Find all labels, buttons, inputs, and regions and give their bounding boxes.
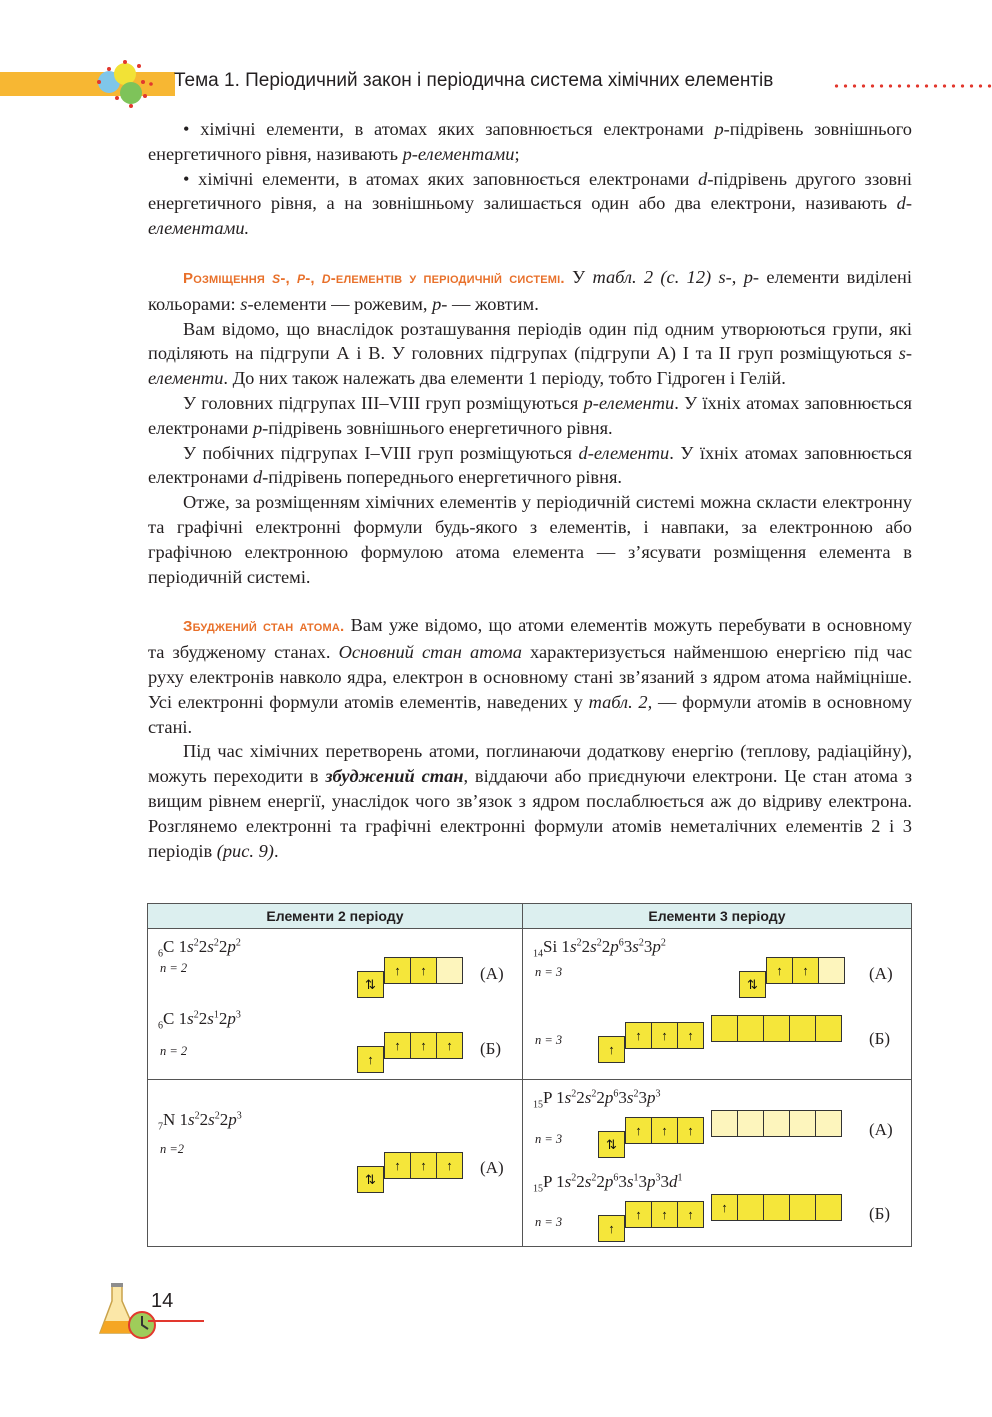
silicon-excited-d-orbitals (712, 1015, 842, 1042)
paragraph-d-elements: • хімічні елементи, в атомах яких заповнюється електронами d-підрівень другого ззовні енергетичного рівня, а на зовнішньому залишається один або два електрони, називають d-елементами. (148, 168, 912, 239)
silicon-ground-p-orbitals: ↑ ↑ (767, 957, 845, 984)
section-excited: Збуджений стан атома. Вам уже відомо, що атоми елементів можуть перебувати в основному та збудженому станах. Основний стан атома характеризується найменшою енергією під час руху електронів навколо ядра, електрон в основному стані зв’язаний з ядром атома найміцніше. Усі електронні формули атомів елементів, наведених у табл. 2, — формули атомів в основному стані. (148, 615, 913, 737)
header-dotted-line (832, 84, 992, 88)
phosphorus-excited-formula: $_{15}$P $1s^22s^22p^63s^13p^33d^1$ (533, 1172, 683, 1195)
paragraph-conclusion: Отже, за розміщенням хімічних елементів у періодичній системі можна скласти електронну та графічні електронні формули будь-якого з елементів, і навпаки, за електронною або графічною електронною формулою атома елемента — з’ясувати розміщення елемента в періодичній системі. (148, 492, 912, 587)
silicon-excited-state-label: (Б) (869, 1029, 891, 1048)
carbon-ground-state-label: (А) (480, 964, 504, 983)
nitrogen-state-label: (А) (480, 1158, 504, 1177)
nitrogen-p-orbitals: ↑ ↑ ↑ (385, 1152, 463, 1179)
silicon-ground-state-label: (А) (869, 964, 893, 983)
nitrogen-n: n =2 (160, 1142, 185, 1156)
phosphorus-ground-n: n = 3 (535, 1132, 563, 1146)
carbon-excited-state-label: (Б) (480, 1039, 502, 1058)
phosphorus-excited-d-orbitals: ↑ (712, 1194, 842, 1221)
phosphorus-excited-n: n = 3 (535, 1215, 563, 1229)
phosphorus-ground-formula: $_{15}$P $1s^22s^22p^63s^23p^3$ (533, 1088, 661, 1111)
silicon-ground-formula: $_{14}$Si $1s^22s^22p^63s^23p^2$ (533, 937, 666, 960)
phosphorus-ground-s-orbital: ⇅ (599, 1131, 625, 1158)
page-number: 14 (151, 1290, 174, 1312)
cell-nitrogen (148, 1080, 523, 1247)
carbon-ground-p-orbitals: ↑ ↑ (385, 957, 463, 984)
paragraph-excited: Під час хімічних перетворень атоми, поглинаючи додаткову енергію (теплову, радіаційну), можуть переходити в збуджений стан, віддаючи або приєднуючи електрони. Це стан атома з вищим рівнем енергії, унаслідок чого зв’язок з ядром послаблюється аж до відриву електрона. Розглянемо електронні та графічні електронні формули атомів неметалічних елементів 2 і 3 періодів (рис. 9). (148, 741, 912, 861)
phosphorus-excited-p-orbitals: ↑ ↑ ↑ (626, 1201, 704, 1228)
silicon-ground-n: n = 3 (535, 965, 563, 979)
paragraph-d-groups: У побічних підгрупах І–VІІІ груп розміщуються d-елементи. У їхніх атомах заповнюється електронами d-підрівень попереднього енергетичного рівня. (148, 442, 912, 488)
figure-9-table (147, 903, 912, 1247)
page-header-title: Тема 1. Періодичний закон і періодична система хімічних елементів (174, 70, 774, 91)
carbon-ground-n: n = 2 (160, 961, 188, 975)
phosphorus-ground-p-orbitals: ↑ ↑ ↑ (626, 1117, 704, 1144)
nitrogen-formula: $_7$N $1s^22s^22p^3$ (158, 1110, 242, 1133)
carbon-excited-formula: $_6$C $1s^22s^12p^3$ (158, 1009, 241, 1032)
carbon-excited-p-orbitals: ↑ ↑ ↑ (385, 1032, 463, 1059)
main-text (148, 117, 912, 863)
cell-silicon (523, 929, 912, 1080)
paragraph-groups: Вам відомо, що внаслідок розташування періодів один під одним утворюються групи, які поділяють на підгрупи А і В. У головних підгрупах (підгрупи А) І та ІІ груп розміщуються s-елементи. До них також належать два елементи 1 періоду, тобто Гідроген і Гелій. (148, 318, 912, 389)
phosphorus-excited-s-orbital: ↑ (599, 1215, 625, 1242)
col-header-period-3: Елементи 3 періоду (523, 904, 912, 929)
carbon-excited-s-orbital: ↑ (358, 1046, 384, 1073)
phosphorus-excited-state-label: (Б) (869, 1204, 891, 1223)
silicon-excited-s-orbital: ↑ (599, 1036, 625, 1063)
paragraph-p-groups: У головних підгрупах ІІІ–VІІІ груп розміщуються p-елементи. У їхніх атомах заповнюється електронами p-підрівень зовнішнього енергетичного рівня. (148, 392, 912, 438)
section-heading-placement: Розміщення s-, p-, d-елементів у періодичній системі. (183, 267, 565, 287)
phosphorus-ground-state-label: (А) (869, 1120, 893, 1139)
carbon-ground-s-orbital: ⇅ (358, 971, 384, 998)
carbon-excited-n: n = 2 (160, 1044, 188, 1058)
silicon-excited-n: n = 3 (535, 1033, 563, 1047)
nitrogen-s-orbital: ⇅ (358, 1166, 384, 1193)
silicon-excited-p-orbitals: ↑ ↑ ↑ (626, 1022, 704, 1049)
section-heading-excited: Збуджений стан атома. (183, 618, 345, 636)
carbon-ground-formula: $_6$C $1s^22s^22p^2$ (158, 937, 241, 960)
molecule-icon (95, 60, 155, 108)
section-placement: Розміщення s-, p-, d-елементів у періодичній системі. У табл. 2 (с. 12) s-, p- елементи виділені кольорами: s-елементи — рожевим, p- — жовтим. (148, 266, 912, 314)
cell-carbon (148, 929, 523, 1080)
footer-red-line (148, 1320, 204, 1322)
cell-phosphorus (523, 1080, 912, 1247)
phosphorus-ground-d-orbitals (712, 1110, 842, 1137)
silicon-ground-s-orbital: ⇅ (740, 971, 766, 998)
paragraph-p-elements: • хімічні елементи, в атомах яких заповнюється електронами p-підрівень зовнішнього енергетичного рівня, називають p-елементами; (148, 119, 912, 164)
col-header-period-2: Елементи 2 періоду (148, 904, 523, 929)
